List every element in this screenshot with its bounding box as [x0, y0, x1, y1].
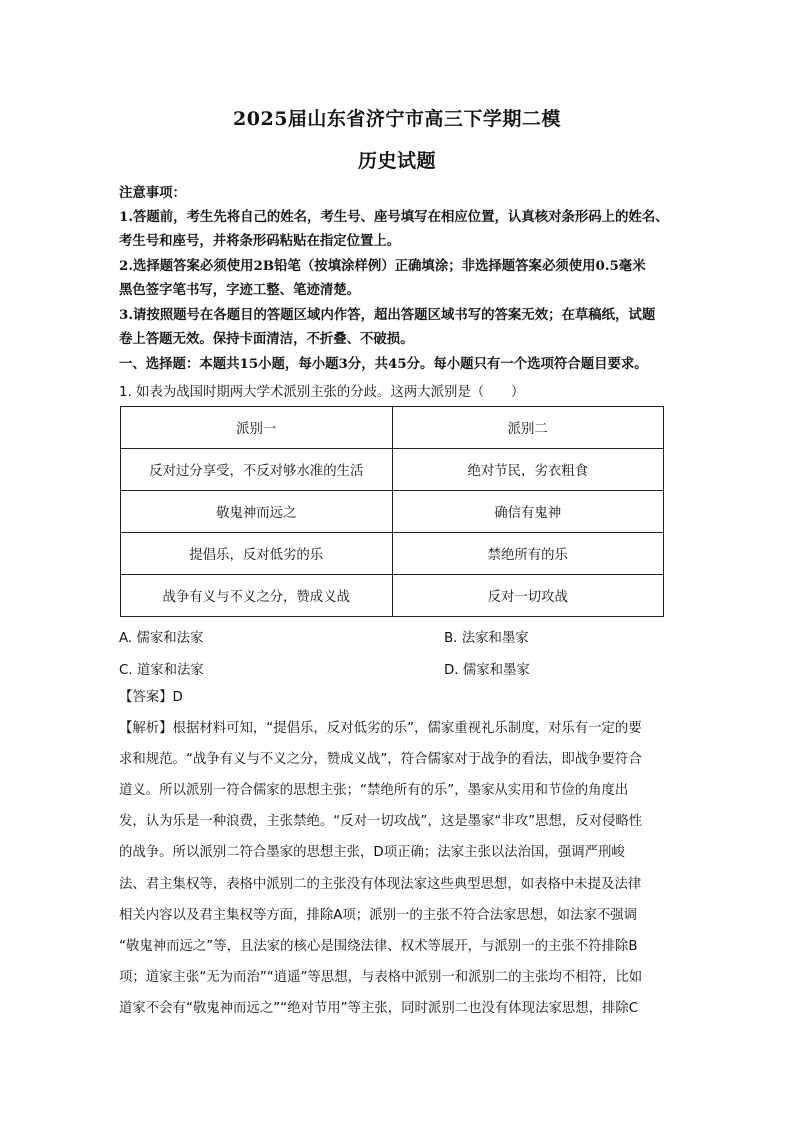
- analysis-line: 求和规范。“战争有义与不义之分，赞成义战”，符合儒家对于战争的看法，即战争要符合: [119, 752, 642, 767]
- table-cell: 敬鬼神而远之: [121, 491, 393, 533]
- option-a: A. 儒家和法家: [119, 631, 204, 646]
- answer-label: 【答案】D: [119, 690, 183, 705]
- comparison-table: [120, 406, 664, 617]
- table-header-row: [121, 407, 664, 449]
- table-row: [121, 575, 664, 617]
- analysis-line: 道义。所以派别一符合儒家的思想主张；“禁绝所有的乐”，墨家从实用和节俭的角度出: [119, 783, 629, 798]
- table-cell: 禁绝所有的乐: [392, 533, 664, 575]
- notice-heading: 注意事项：: [119, 185, 186, 201]
- exam-title: 2025届山东省济宁市高三下学期二模: [233, 108, 561, 130]
- table-cell: 战争有义与不义之分，赞成义战: [121, 575, 393, 617]
- analysis-line: 项；道家主张“无为而治”“逍遥”等思想，与表格中派别一和派别二的主张均不相符，比如: [119, 970, 643, 985]
- notice-line: 卷上答题无效。保持卡面清洁，不折叠、不破损。: [119, 331, 414, 347]
- table-header-cell: 派别一: [121, 407, 393, 449]
- analysis-line: 道家不会有“敬鬼神而远之”“绝对节用”等主张，同时派别二也没有体现法家思想，排除C: [119, 1001, 639, 1016]
- question-stem: 1. 如表为战国时期两大学术派别主张的分歧。这两大派别是（ ）: [119, 385, 525, 400]
- table-cell: 反对过分享受，不反对够水准的生活: [121, 449, 393, 491]
- table-cell: 绝对节民，劣衣粗食: [392, 449, 664, 491]
- analysis-line: “敬鬼神而远之”等，且法家的核心是围绕法律、权术等展开，与派别一的主张不符排除B: [119, 939, 638, 954]
- table-row: [121, 533, 664, 575]
- table-cell: 提倡乐，反对低劣的乐: [121, 533, 393, 575]
- table-cell: 反对一切攻战: [392, 575, 664, 617]
- table-row: [121, 449, 664, 491]
- table-row: [121, 491, 664, 533]
- analysis-line: 的战争。所以派别二符合墨家的思想主张，D项正确；法家主张以法治国，强调严刑峻: [119, 845, 625, 860]
- notice-line: 黑色签字笔书写，字迹工整、笔迹清楚。: [119, 282, 361, 298]
- analysis-line: 法、君主集权等，表格中派别二的主张没有体现法家这些典型思想，如表格中未提及法律: [119, 877, 642, 892]
- analysis-line: 相关内容以及君主集权等方面，排除A项；派别一的主张不符合法家思想，如法家不强调: [119, 908, 638, 923]
- table-header-cell: 派别二: [392, 407, 664, 449]
- section-heading: 一、选择题：本题共15小题，每小题3分，共45分。每小题只有一个选项符合题目要求。: [119, 356, 648, 372]
- analysis-line: 【解析】根据材料可知，“提倡乐，反对低劣的乐”，儒家重视礼乐制度，对乐有一定的要: [119, 721, 642, 736]
- notice-line: 考生号和座号，并将条形码粘贴在指定位置上。: [119, 233, 401, 249]
- option-b: B. 法家和墨家: [444, 631, 529, 646]
- analysis-line: 发，认为乐是一种浪费，主张禁绝。“反对一切攻战”，这是墨家“非攻”思想，反对侵略性: [119, 814, 643, 829]
- option-d: D. 儒家和墨家: [444, 663, 530, 678]
- table-cell: 确信有鬼神: [392, 491, 664, 533]
- option-c: C. 道家和法家: [119, 663, 204, 678]
- notice-line: 1.答题前，考生先将自己的姓名，考生号、座号填写在相应位置，认真核对条形码上的姓名、: [119, 209, 669, 225]
- exam-subtitle: 历史试题: [357, 150, 436, 172]
- notice-line: 2.选择题答案必须使用2B铅笔（按填涂样例）正确填涂；非选择题答案必须使用0.5毫米: [119, 258, 646, 274]
- notice-line: 3.请按照题号在各题目的答题区域内作答，超出答题区域书写的答案无效；在草稿纸，试题: [119, 307, 656, 323]
